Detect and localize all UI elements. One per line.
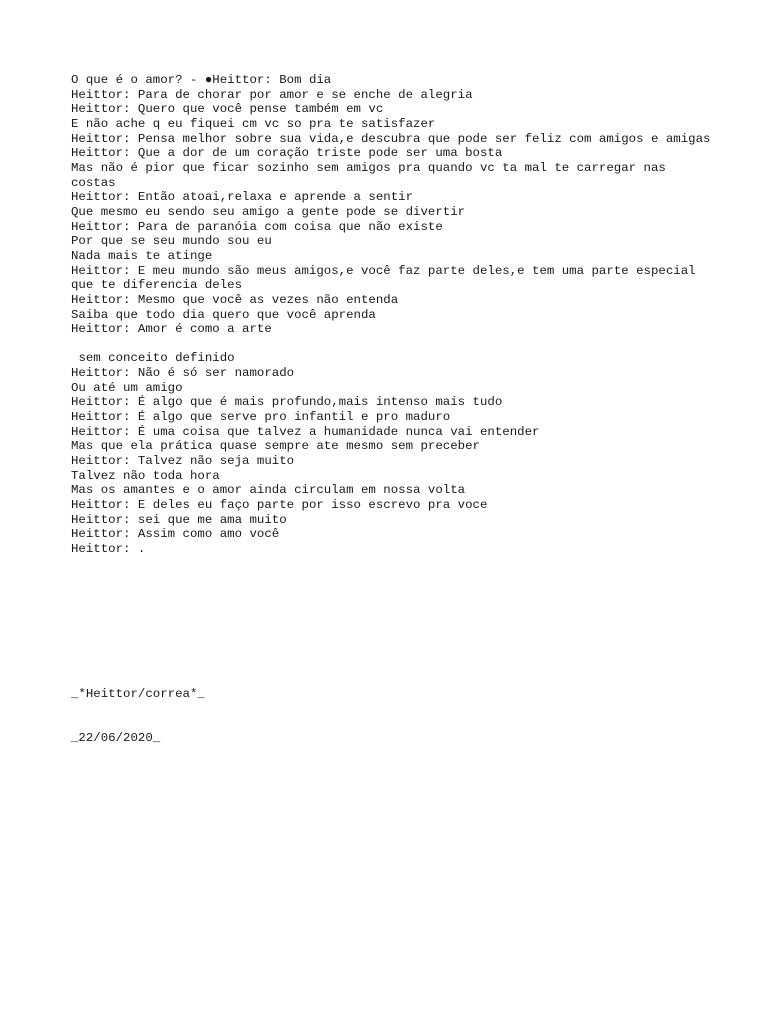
- poem-line: Heittor: Pensa melhor sobre sua vida,e descubra que pode ser feliz com amigos e amigas: [71, 131, 711, 146]
- poem-line: Heittor: Mesmo que você as vezes não entenda: [71, 292, 399, 307]
- poem-line: Heittor: Que a dor de um coração triste pode ser uma bosta: [71, 146, 503, 161]
- poem-line: Heittor: Quero que você pense também em vc: [71, 102, 384, 117]
- poem-line: Heittor: E meu mundo são meus amigos,e você faz parte deles,e tem uma parte especial que te diferencia deles: [71, 263, 704, 293]
- poem-line: Heittor: Assim como amo você: [71, 527, 280, 542]
- poem-line: Talvez não toda hora: [71, 468, 220, 483]
- poem-line: Saiba que todo dia quero que você aprenda: [71, 307, 376, 322]
- poem-line: O que é o amor? - ●Heittor: Bom dia: [71, 73, 332, 87]
- poem-line: Heittor: É algo que é mais profundo,mais intenso mais tudo: [71, 395, 503, 410]
- poem-line: Que mesmo eu sendo seu amigo a gente pode se divertir: [71, 204, 466, 219]
- signature-author: _*Heittor/correa*_: [71, 687, 205, 702]
- poem-line: E não ache q eu fiquei cm vc so pra te satisfazer: [71, 116, 436, 131]
- poem-line: Por que se seu mundo sou eu: [71, 234, 272, 249]
- poem-line: Nada mais te atinge: [71, 248, 213, 263]
- poem-line: Heittor: sei que me ama muito: [71, 512, 287, 527]
- poem-line: sem conceito definido: [71, 351, 235, 366]
- signature-date: _22/06/2020_: [71, 731, 161, 746]
- poem-line: Heittor: .: [71, 541, 146, 556]
- poem-line: Mas que ela prática quase sempre ate mesmo sem preceber: [71, 439, 480, 454]
- poem-line: Heittor: É uma coisa que talvez a humanidade nunca vai entender: [71, 424, 540, 439]
- poem-line: Heittor: Talvez não seja muito: [71, 454, 295, 469]
- poem-line: Heittor: É algo que serve pro infantil e pro maduro: [71, 410, 451, 425]
- poem-line: Mas não é pior que ficar sozinho sem amigos pra quando vc ta mal te carregar nas costas: [71, 160, 674, 190]
- poem-line: Heittor: Amor é como a arte: [71, 322, 272, 337]
- poem-line: Heittor: Para de chorar por amor e se enche de alegria: [71, 87, 473, 102]
- poem-line: Heittor: Para de paranóia com coisa que não existe: [71, 219, 443, 234]
- poem-text: [71, 73, 711, 557]
- poem-line: [71, 337, 711, 352]
- poem-line: Heittor: E deles eu faço parte por isso escrevo pra voce: [71, 498, 488, 513]
- poem-line: Heittor: Então atoai,relaxa e aprende a sentir: [71, 190, 414, 205]
- poem-line: Heittor: Não é só ser namorado: [71, 366, 295, 381]
- poem-line: Ou até um amigo: [71, 380, 183, 395]
- signature-block: [71, 658, 711, 775]
- poem-line: Mas os amantes e o amor ainda circulam em nossa volta: [71, 483, 466, 498]
